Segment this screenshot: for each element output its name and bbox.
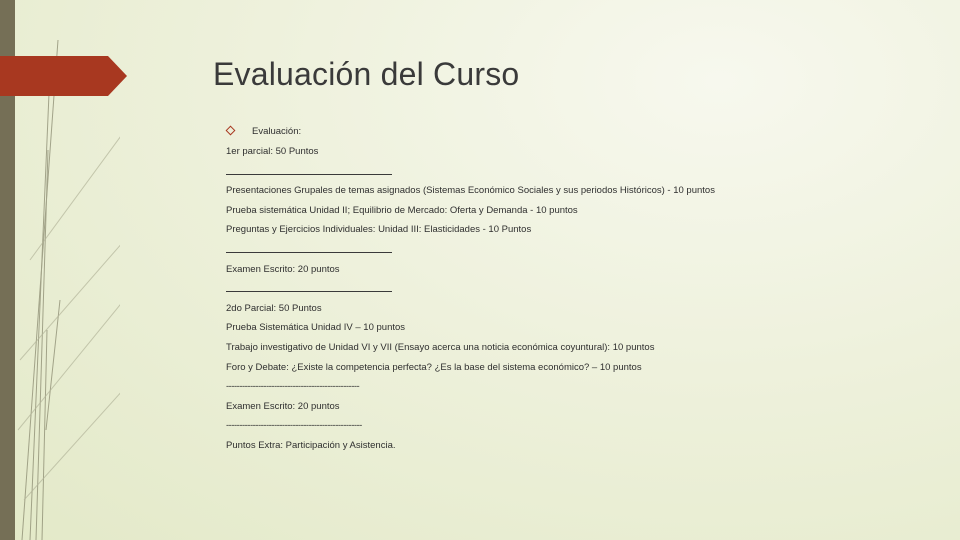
slide-title: Evaluación del Curso — [213, 56, 520, 92]
evaluation-line: Preguntas y Ejercicios Individuales: Unidad III: Elasticidades - 10 Puntos — [226, 224, 532, 236]
evaluation-line: Prueba Sistemática Unidad IV – 10 puntos — [226, 322, 406, 334]
evaluation-lines — [226, 142, 926, 456]
dashed-separator: -------------------------------------------------- — [226, 381, 360, 393]
evaluation-line: Puntos Extra: Participación y Asistencia. — [226, 439, 396, 451]
diamond-bullet-icon — [226, 126, 236, 136]
evaluation-line: Examen Escrito: 20 puntos — [226, 263, 340, 275]
bullet-label: Evaluación: — [252, 126, 302, 137]
accent-arrow — [0, 56, 130, 98]
slide-content — [226, 122, 926, 456]
evaluation-line: Prueba sistemática Unidad II; Equilibrio de Mercado: Oferta y Demanda - 10 puntos — [226, 204, 578, 216]
evaluation-line: 1er parcial: 50 Puntos — [226, 146, 319, 157]
evaluation-line: Examen Escrito: 20 puntos — [226, 400, 340, 412]
separator-rule — [226, 162, 926, 182]
bullet-row — [226, 122, 926, 142]
evaluation-line: Presentaciones Grupales de temas asignados (Sistemas Económico Sociales y sus periodos Históricos) - 10 puntos — [226, 185, 715, 197]
separator-rule — [226, 240, 926, 260]
separator-rule — [226, 279, 926, 299]
evaluation-line: Foro y Debate: ¿Existe la competencia perfecta? ¿Es la base del sistema económico? – 10 puntos — [226, 361, 642, 373]
dashed-separator: --------------------------------------------------- — [226, 420, 362, 432]
evaluation-line: 2do Parcial: 50 Puntos — [226, 302, 322, 314]
evaluation-line: Trabajo investigativo de Unidad VI y VII (Ensayo acerca una noticia económica coyuntural): 10 puntos — [226, 341, 655, 353]
